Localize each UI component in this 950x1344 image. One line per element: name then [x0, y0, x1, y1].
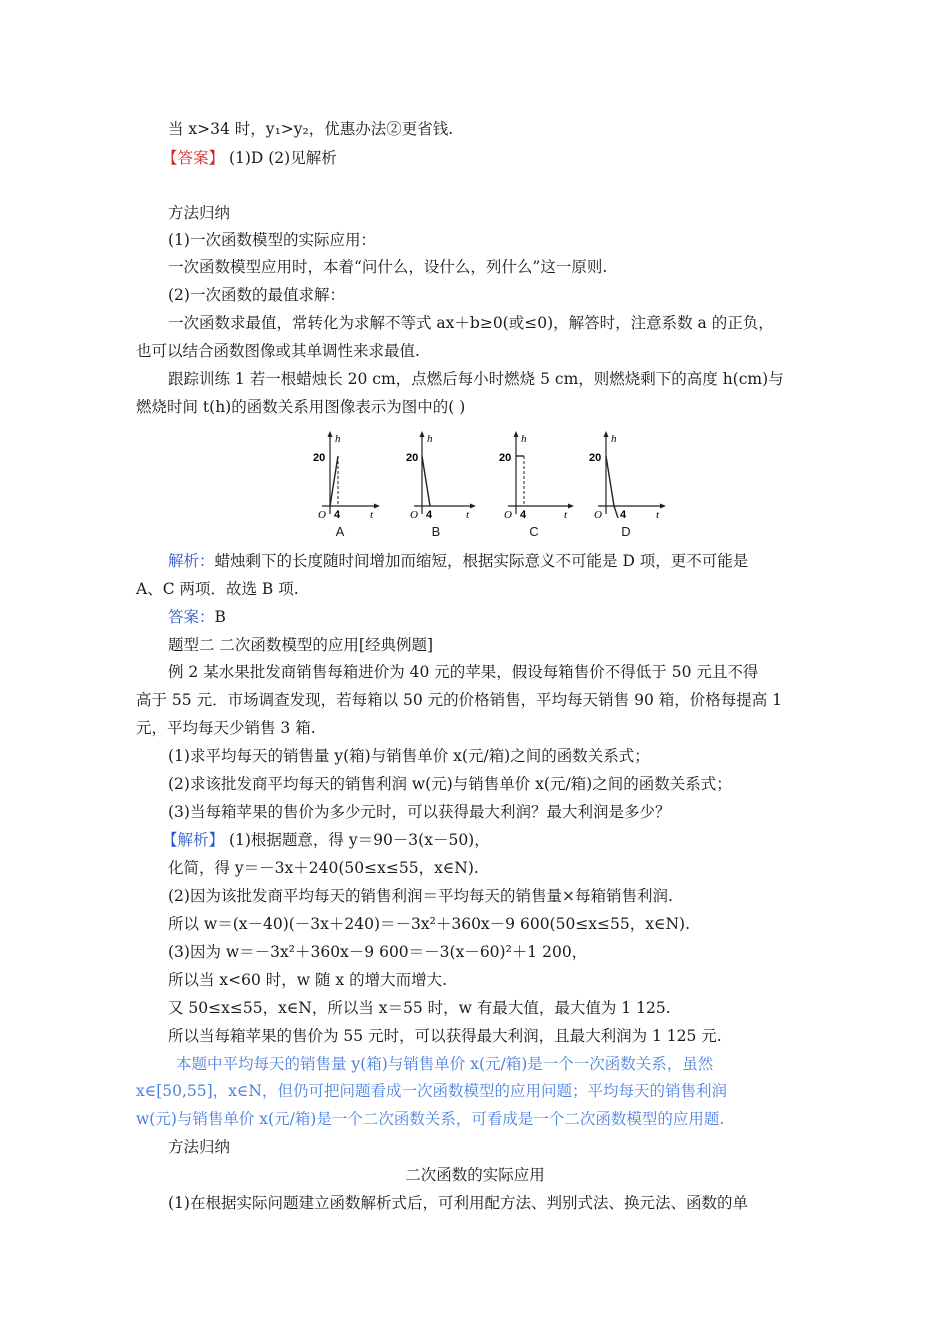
text-line: 元，平均每天少销售 3 箱. [136, 719, 316, 737]
origin-label: O [410, 509, 418, 521]
note-line: x∈[50,55]，x∈N，但仍可把问题看成一次函数模型的应用问题；平均每天的销售利润 [136, 1082, 727, 1100]
section-heading: 题型二 二次函数模型的应用[经典例题] [168, 636, 434, 654]
graph-option-c [494, 428, 574, 546]
analysis-line [168, 550, 748, 572]
text-line: 跟踪训练 1 若一根蜡烛长 20 cm，点燃后每小时燃烧 5 cm，则燃烧剩下的高度 h(cm)与 [168, 370, 784, 388]
note-line: w(元)与销售单价 x(元/箱)是一个二次函数关系，可看成是一个二次函数模型的应用题. [136, 1110, 725, 1128]
text-line: 也可以结合函数图像或其单调性来求最值. [136, 342, 420, 360]
analysis-tag: 解析： [168, 552, 215, 570]
solution-line [162, 829, 490, 851]
answer-tag: 【答案】 [162, 149, 225, 167]
solution-text: (1)根据题意，得 y＝90－3(x－50)， [224, 831, 490, 849]
text-line: 燃烧时间 t(h)的函数关系用图像表示为图中的( ) [136, 398, 466, 416]
text-line: (3)当每箱苹果的售价为多少元时，可以获得最大利润？最大利润是多少？ [168, 803, 671, 821]
answer-text: (1)D (2)见解析 [224, 149, 337, 167]
x-tick-label: 4 [426, 509, 433, 521]
graph-option-a [300, 428, 380, 546]
t-axis-label: t [466, 509, 470, 521]
h-axis-label: h [427, 433, 433, 445]
option-label-c: C [529, 524, 539, 539]
answer-line [162, 147, 337, 169]
method-heading: 方法归纳 [168, 204, 231, 222]
text-line: A、C 两项．故选 B 项. [136, 580, 299, 598]
text-line: (1)一次函数模型的实际应用： [168, 231, 376, 249]
solution-tag: 【解析】 [162, 831, 225, 849]
text-line: (2)因为该批发商平均每天的销售利润＝平均每天的销售量×每箱销售利润. [168, 887, 673, 905]
text-line: 所以当每箱苹果的售价为 55 元时，可以获得最大利润，且最大利润为 1 125 元. [168, 1027, 722, 1045]
text-line: 一次函数求最值，常转化为求解不等式 ax＋b≥0(或≤0)，解答时，注意系数 a 的正负， [168, 314, 774, 332]
option-label-d: D [621, 524, 631, 539]
text-line: 所以当 x<60 时，w 随 x 的增大而增大. [168, 971, 448, 989]
answer-tag: 答案： [168, 608, 215, 626]
text-line: 一次函数模型应用时，本着“问什么，设什么，列什么”这一原则. [168, 258, 608, 276]
origin-label: O [594, 509, 602, 521]
centered-heading: 二次函数的实际应用 [405, 1166, 545, 1184]
y-tick-label: 20 [499, 452, 512, 464]
option-label-a: A [335, 524, 345, 539]
x-tick-label: 4 [334, 509, 341, 521]
text-line: (1)求平均每天的销售量 y(箱)与销售单价 x(元/箱)之间的函数关系式； [168, 747, 650, 765]
y-tick-label: 20 [313, 452, 326, 464]
text-line: (1)在根据实际问题建立函数解析式后，可利用配方法、判别式法、换元法、函数的单 [168, 1194, 748, 1212]
h-axis-label: h [521, 433, 527, 445]
h-axis-label: h [611, 433, 617, 445]
answer-text: B [214, 608, 226, 626]
method-heading: 方法归纳 [168, 1138, 231, 1156]
text-line: 当 x>34 时，y₁>y₂，优惠办法②更省钱. [168, 120, 454, 138]
t-axis-label: t [656, 509, 660, 521]
note-line: 本题中平均每天的销售量 y(箱)与销售单价 x(元/箱)是一个一次函数关系，虽然 [176, 1055, 714, 1073]
x-tick-label: 4 [620, 509, 627, 521]
text-line: (2)求该批发商平均每天的销售利润 w(元)与销售单价 x(元/箱)之间的函数关系式； [168, 775, 732, 793]
y-tick-label: 20 [589, 452, 602, 464]
y-tick-label: 20 [406, 452, 419, 464]
h-axis-label: h [335, 433, 341, 445]
x-tick-label: 4 [520, 509, 527, 521]
text-line: 高于 55 元．市场调查发现，若每箱以 50 元的价格销售，平均每天销售 90 箱，价格每提高 1 [136, 691, 783, 709]
text-line: (3)因为 w＝－3x²＋360x－9 600＝－3(x－60)²＋1 200， [168, 943, 588, 961]
graph-option-b [396, 428, 476, 546]
origin-label: O [318, 509, 326, 521]
graph-option-d [586, 428, 666, 546]
answer-line [168, 606, 226, 628]
graph-options [300, 428, 680, 546]
t-axis-label: t [564, 509, 568, 521]
analysis-text: 蜡烛剩下的长度随时间增加而缩短，根据实际意义不可能是 D 项，更不可能是 [214, 552, 749, 570]
text-line: 化简，得 y＝－3x＋240(50≤x≤55，x∈N). [168, 859, 479, 877]
text-line: 例 2 某水果批发商销售每箱进价为 40 元的苹果，假设每箱售价不得低于 50 元且不得 [168, 663, 759, 681]
t-axis-label: t [370, 509, 374, 521]
option-label-b: B [431, 524, 441, 539]
text-line: (2)一次函数的最值求解： [168, 286, 345, 304]
text-line: 所以 w＝(x－40)(－3x＋240)＝－3x²＋360x－9 600(50≤x≤55，x∈N). [168, 915, 691, 933]
text-line: 又 50≤x≤55，x∈N，所以当 x＝55 时，w 有最大值，最大值为 1 125. [168, 999, 671, 1017]
origin-label: O [504, 509, 512, 521]
